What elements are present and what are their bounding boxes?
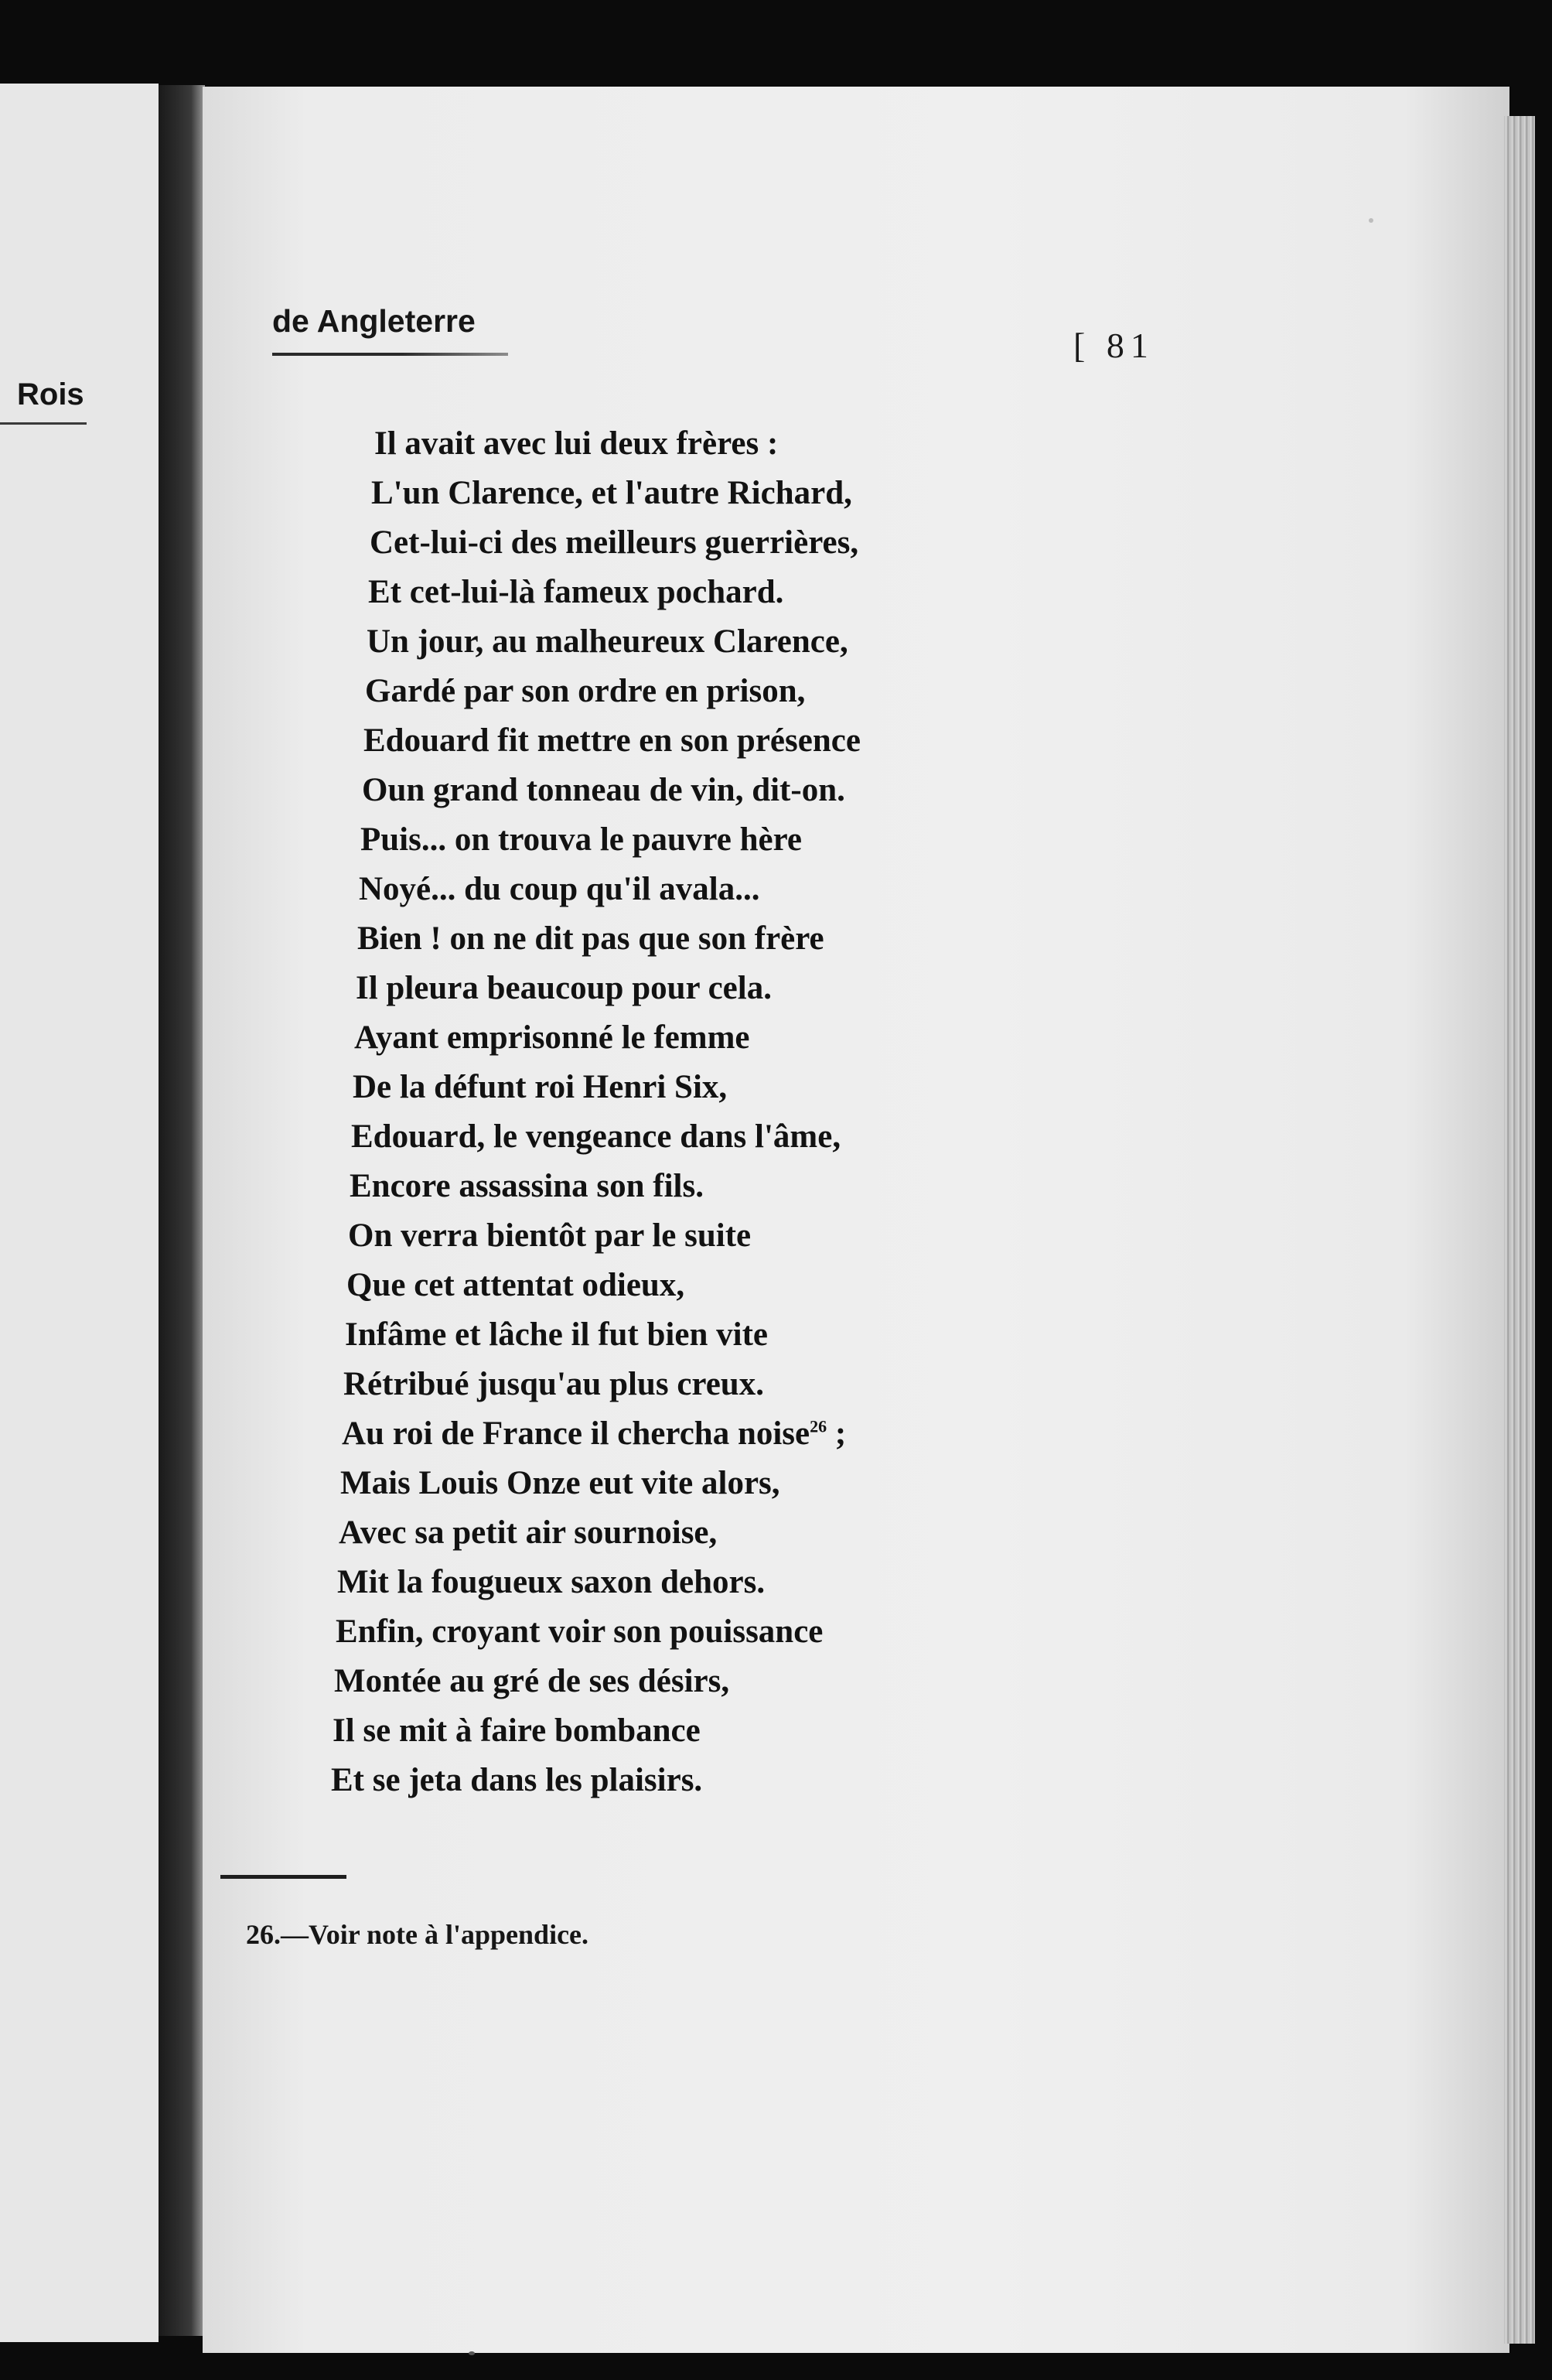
previous-page-head-rule (0, 422, 87, 425)
verse-line: Il se mit à faire bombance (333, 1712, 701, 1749)
page-number: [ 81 (1073, 326, 1155, 365)
verse-line: Il pleura beaucoup pour cela. (356, 970, 772, 1006)
footnote-rule (220, 1875, 346, 1879)
page-edges (1504, 116, 1535, 2344)
verse-line: De la défunt roi Henri Six, (353, 1069, 728, 1105)
verse-line: L'un Clarence, et l'autre Richard, (371, 475, 852, 511)
verse-line: Ayant emprisonné le femme (354, 1019, 750, 1056)
verse-line: Mit la fougueux saxon dehors. (337, 1564, 766, 1600)
verse-line-text: Au roi de France il chercha noise (342, 1415, 810, 1452)
verse-line: Gardé par son ordre en prison, (365, 673, 806, 709)
verse-line: Puis... on trouva le pauvre hère (360, 821, 802, 858)
verse-line: Noyé... du coup qu'il avala... (359, 871, 760, 907)
verse-line: Oun grand tonneau de vin, dit-on. (362, 772, 845, 808)
footnote-reference: 26 (810, 1416, 827, 1436)
verse-line: Montée au gré de ses désirs, (334, 1663, 730, 1699)
verse-line: Cet-lui-ci des meilleurs guerrières, (370, 524, 859, 561)
verse-line-with-footnote (342, 1417, 846, 1450)
running-head-rule (272, 353, 508, 356)
verse-line: Un jour, au malheureux Clarence, (367, 623, 848, 660)
verse-line: Edouard fit mettre en son présence (363, 722, 861, 759)
verse-line: Encore assassina son fils. (350, 1168, 704, 1204)
footnote: 26.—Voir note à l'appendice. (246, 1919, 589, 1950)
previous-page-running-head: Rois (17, 377, 84, 411)
verse-line: Que cet attentat odieux, (346, 1267, 685, 1303)
verse-line: Edouard, le vengeance dans l'âme, (351, 1118, 841, 1155)
scan-speck (1369, 218, 1373, 223)
verse-line: Infâme et lâche il fut bien vite (345, 1316, 768, 1353)
verse-line: Rétribué jusqu'au plus creux. (343, 1366, 764, 1402)
running-head: de Angleterre (272, 303, 476, 339)
verse-line: Et cet-lui-là fameux pochard. (368, 574, 784, 610)
verse-line: Enfin, croyant voir son pouissance (336, 1613, 824, 1650)
scan-speck (469, 2351, 475, 2355)
verse-line: Avec sa petit air sournoise, (339, 1514, 718, 1551)
verse-line-punctuation: ; (827, 1415, 847, 1452)
verse-line: Bien ! on ne dit pas que son frère (357, 920, 824, 957)
previous-page (0, 84, 159, 2342)
verse-line: On verra bientôt par le suite (348, 1217, 752, 1254)
verse-line: Mais Louis Onze eut vite alors, (340, 1465, 780, 1501)
verse-line: Et se jeta dans les plaisirs. (331, 1762, 703, 1798)
book-gutter (159, 85, 205, 2336)
verse-line: Il avait avec lui deux frères : (374, 425, 779, 462)
